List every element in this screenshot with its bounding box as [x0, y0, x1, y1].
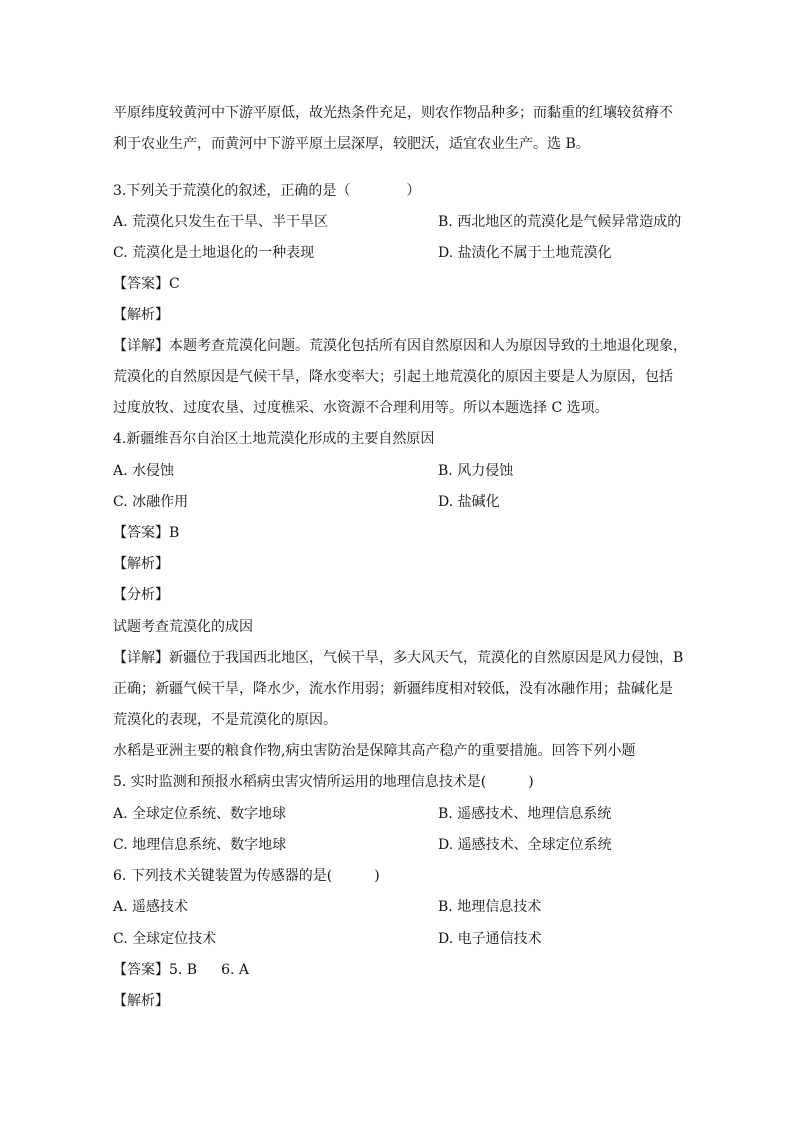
question-6-option-b: B. 地理信息技术	[438, 899, 542, 915]
question-6-stem: 6. 下列技术关键装置为传感器的是( )	[113, 868, 380, 884]
question-3-analysis-label: 【解析】	[113, 307, 169, 323]
question-4-answer: 【答案】B	[113, 525, 180, 541]
question-4-detail-line-2: 正确；新疆气候干旱，降水少，流水作用弱；新疆纬度相对较低，没有冰融作用；盐碱化是	[113, 681, 673, 697]
answer-5: 5. B	[169, 962, 198, 978]
question-3-answer: 【答案】C	[113, 276, 180, 292]
question-5-6-analysis-label: 【解析】	[113, 993, 169, 1009]
question-4-option-d: D. 盐碱化	[438, 494, 500, 510]
question-5-option-d: D. 遥感技术、全球定位系统	[438, 837, 612, 853]
question-4-stem: 4.新疆维吾尔自治区土地荒漠化形成的主要自然原因	[113, 431, 435, 447]
question-3-option-a: A. 荒漠化只发生在干旱、半干旱区	[113, 214, 329, 230]
question-3-options-row-1	[113, 212, 688, 232]
question-4-option-b: B. 风力侵蚀	[438, 463, 514, 479]
question-3-option-c: C. 荒漠化是土地退化的一种表现	[113, 245, 315, 261]
question-6-option-c: C. 全球定位技术	[113, 931, 217, 947]
question-3-options-row-2	[113, 243, 688, 263]
question-6-option-a: A. 遥感技术	[113, 899, 189, 915]
question-4-option-c: C. 冰融作用	[113, 494, 189, 510]
question-3-detail-line-3: 过度放牧、过度农垦、过度樵采、水资源不合理利用等。所以本题选择 C 选项。	[113, 400, 609, 416]
question-4-analysis-label: 【解析】	[113, 556, 169, 572]
question-3-stem: 3.下列关于荒漠化的叙述，正确的是（ ）	[113, 183, 421, 199]
intro-line-1: 平原纬度较黄河中下游平原低，故光热条件充足，则农作物品种多；而黏重的红壤较贫瘠不	[113, 105, 673, 121]
question-4-option-a: A. 水侵蚀	[113, 463, 175, 479]
question-6-options-row-2	[113, 929, 688, 949]
question-3-option-b: B. 西北地区的荒漠化是气候异常造成的	[438, 214, 682, 230]
question-6-options-row-1	[113, 897, 688, 917]
question-3-detail-line-1: 【详解】本题考查荒漠化问题。荒漠化包括所有因自然原因和人为原因导致的土地退化现象，	[113, 338, 687, 354]
question-4-detail-line-3: 荒漠化的表现，不是荒漠化的原因。	[113, 712, 337, 728]
question-4-fenxi-text: 试题考查荒漠化的成因	[113, 619, 253, 635]
answer-6: 6. A	[221, 962, 250, 978]
question-5-option-b: B. 遥感技术、地理信息系统	[438, 806, 612, 822]
question-5-option-c: C. 地理信息系统、数字地球	[113, 837, 287, 853]
question-6-option-d: D. 电子通信技术	[438, 931, 542, 947]
question-4-options-row-2	[113, 492, 688, 512]
question-5-stem: 5. 实时监测和预报水稻病虫害灾情所运用的地理信息技术是( )	[113, 774, 534, 790]
question-4-fenxi-label: 【分析】	[113, 587, 169, 603]
question-5-options-row-2	[113, 835, 688, 855]
question-3-detail-line-2: 荒漠化的自然原因是气候干旱，降水变率大；引起土地荒漠化的原因主要是人为原因，包括	[113, 369, 673, 385]
question-5-option-a: A. 全球定位系统、数字地球	[113, 806, 287, 822]
question-4-detail-line-1: 【详解】新疆位于我国西北地区，气候干旱，多大风天气，荒漠化的自然原因是风力侵蚀，B	[113, 650, 684, 666]
question-4-options-row-1	[113, 461, 688, 481]
question-5-6-answer	[113, 960, 688, 980]
answer-label: 【答案】	[113, 962, 169, 978]
question-5-options-row-1	[113, 804, 688, 824]
intro-line-2: 利于农业生产，而黄河中下游平原土层深厚，较肥沃，适宜农业生产。选 B。	[113, 136, 590, 152]
question-3-option-d: D. 盐渍化不属于土地荒漠化	[438, 245, 612, 261]
question-group-intro: 水稻是亚洲主要的粮食作物,病虫害防治是保障其高产稳产的重要措施。回答下列小题	[113, 743, 636, 759]
